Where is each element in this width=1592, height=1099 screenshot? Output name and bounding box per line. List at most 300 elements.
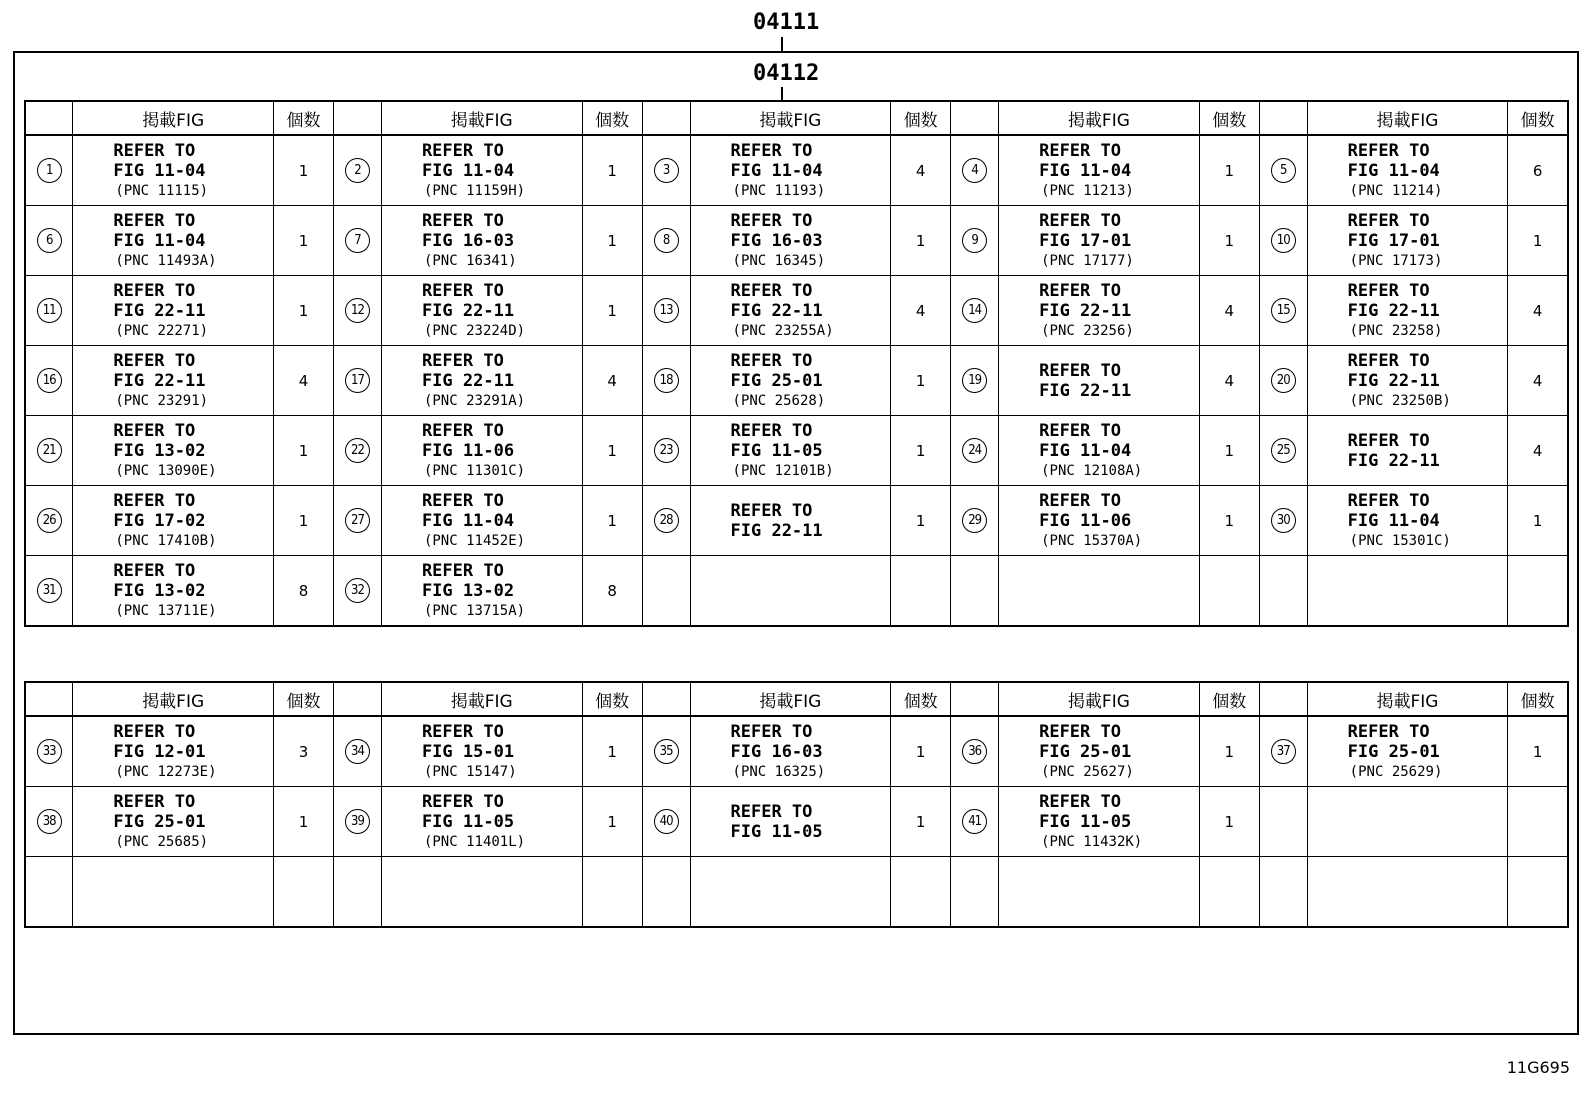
quantity-cell: 1 [1199, 416, 1259, 486]
callout-cell [951, 416, 999, 486]
fig-number: FIG 11-06 [1039, 510, 1132, 531]
header-qty: 個数 [1508, 101, 1568, 135]
header-fig: 掲載FIG [1307, 101, 1508, 135]
fig-reference-cell [381, 416, 582, 486]
quantity-cell: 4 [891, 276, 951, 346]
fig-reference-cell [690, 857, 891, 928]
fig-number: FIG 11-05 [421, 811, 515, 832]
fig-reference-cell [381, 556, 582, 627]
callout-cell [1259, 346, 1307, 416]
callout-number: 12 [345, 298, 370, 323]
callout-cell [642, 346, 690, 416]
header-fig: 掲載FIG [73, 682, 274, 716]
pnc-number: (PNC 16345) [732, 252, 826, 269]
quantity-cell: 1 [1508, 206, 1568, 276]
callout-cell [25, 787, 73, 857]
table-row [25, 556, 1568, 627]
header-qty: 個数 [1508, 682, 1568, 716]
fig-number: FIG 15-01 [421, 741, 515, 762]
fig-reference-cell [73, 787, 274, 857]
fig-number: FIG 25-01 [730, 370, 823, 391]
fig-number: FIG 17-01 [1039, 230, 1132, 251]
header-qty: 個数 [274, 682, 334, 716]
callout-cell [334, 857, 382, 928]
header-blank [334, 682, 382, 716]
callout-number: 32 [345, 578, 370, 603]
fig-reference-cell [999, 135, 1200, 206]
callout-cell [951, 135, 999, 206]
table-row [25, 716, 1568, 787]
refer-to-text: REFER TO [113, 721, 196, 742]
refer-to-text: REFER TO [1347, 430, 1430, 451]
fig-reference-cell [690, 556, 891, 627]
callout-cell [642, 416, 690, 486]
pnc-number: (PNC 12273E) [115, 763, 217, 780]
fig-reference-cell [690, 486, 891, 556]
pnc-number: (PNC 25628) [732, 392, 826, 409]
quantity-cell: 8 [274, 556, 334, 627]
callout-cell [642, 857, 690, 928]
refer-to-text: REFER TO [421, 350, 504, 371]
callout-cell [334, 135, 382, 206]
quantity-cell: 1 [1199, 716, 1259, 787]
callout-cell [1259, 556, 1307, 627]
pnc-number: (PNC 15370A) [1041, 532, 1143, 549]
callout-cell [642, 206, 690, 276]
refer-to-text: REFER TO [1039, 490, 1121, 511]
refer-to-text: REFER TO [113, 280, 196, 301]
fig-number: FIG 25-01 [113, 811, 206, 832]
fig-reference-cell [690, 787, 891, 857]
quantity-cell: 1 [274, 787, 334, 857]
callout-cell [951, 556, 999, 627]
fig-reference-cell [381, 276, 582, 346]
fig-number: FIG 11-05 [1039, 811, 1132, 832]
fig-reference-cell [690, 346, 891, 416]
callout-cell [1259, 206, 1307, 276]
pnc-number: (PNC 25685) [115, 833, 209, 850]
table-row [25, 857, 1568, 928]
pnc-number: (PNC 16341) [423, 252, 517, 269]
refer-to-text: REFER TO [1347, 350, 1430, 371]
pnc-number: (PNC 13090E) [115, 462, 217, 479]
callout-cell [951, 857, 999, 928]
fig-reference-cell [73, 486, 274, 556]
quantity-cell: 4 [1508, 416, 1568, 486]
fig-reference-cell [73, 416, 274, 486]
callout-number: 33 [37, 739, 62, 764]
quantity-cell: 4 [891, 135, 951, 206]
callout-number: 39 [345, 809, 370, 834]
callout-cell [1259, 857, 1307, 928]
pnc-number: (PNC 11301C) [423, 462, 526, 479]
refer-to-text: REFER TO [421, 280, 504, 301]
fig-number: FIG 22-11 [113, 300, 206, 321]
header-qty: 個数 [582, 682, 642, 716]
callout-number: 14 [962, 298, 987, 323]
fig-number: FIG 13-02 [421, 580, 515, 601]
callout-number: 34 [345, 739, 370, 764]
callout-number: 16 [37, 368, 62, 393]
callout-cell [951, 486, 999, 556]
callout-number: 3 [654, 158, 679, 183]
refer-to-text: REFER TO [421, 791, 504, 812]
callout-number: 25 [1271, 438, 1296, 463]
fig-number: FIG 22-11 [1347, 450, 1440, 471]
callout-cell [334, 787, 382, 857]
fig-reference-cell [999, 716, 1200, 787]
fig-reference-cell [381, 135, 582, 206]
callout-cell [1259, 135, 1307, 206]
fig-reference-cell [73, 346, 274, 416]
callout-cell [951, 787, 999, 857]
callout-number: 11 [37, 298, 62, 323]
refer-to-text: REFER TO [113, 140, 196, 161]
fig-reference-cell [1307, 346, 1508, 416]
pnc-number: (PNC 11193) [732, 182, 826, 199]
quantity-cell: 1 [274, 135, 334, 206]
header-fig: 掲載FIG [999, 101, 1200, 135]
callout-number: 10 [1271, 228, 1296, 253]
callout-cell [334, 716, 382, 787]
pnc-number: (PNC 22271) [115, 322, 209, 339]
header-blank [25, 101, 73, 135]
quantity-cell: 8 [582, 556, 642, 627]
callout-cell [1259, 787, 1307, 857]
refer-to-text: REFER TO [1347, 280, 1430, 301]
quantity-cell: 1 [1199, 787, 1259, 857]
fig-number: FIG 22-11 [421, 370, 515, 391]
header-fig: 掲載FIG [690, 682, 891, 716]
header-qty: 個数 [1199, 682, 1259, 716]
callout-cell [951, 206, 999, 276]
callout-number: 36 [962, 739, 987, 764]
refer-to-text: REFER TO [421, 560, 504, 581]
callout-number: 26 [37, 508, 62, 533]
callout-cell [642, 716, 690, 787]
callout-number: 13 [654, 298, 679, 323]
callout-number: 18 [654, 368, 679, 393]
header-blank [951, 682, 999, 716]
quantity-cell: 4 [1199, 346, 1259, 416]
callout-number: 7 [345, 228, 370, 253]
quantity-cell: 1 [582, 716, 642, 787]
fig-number: FIG 22-11 [1039, 300, 1132, 321]
callout-number: 2 [345, 158, 370, 183]
callout-number: 40 [654, 809, 679, 834]
pnc-number: (PNC 23224D) [423, 322, 526, 339]
quantity-cell [1508, 857, 1568, 928]
fig-number: FIG 17-01 [1347, 230, 1440, 251]
refer-to-text: REFER TO [1039, 360, 1121, 381]
callout-number: 20 [1271, 368, 1296, 393]
quantity-cell: 1 [891, 416, 951, 486]
refer-to-text: REFER TO [1039, 721, 1121, 742]
callout-cell [25, 416, 73, 486]
header-row [25, 682, 1568, 716]
callout-number: 17 [345, 368, 370, 393]
fig-reference-cell [1307, 416, 1508, 486]
pnc-number: (PNC 15147) [423, 763, 517, 780]
callout-cell [25, 346, 73, 416]
callout-number: 9 [962, 228, 987, 253]
callout-cell [334, 556, 382, 627]
header-fig: 掲載FIG [1307, 682, 1508, 716]
callout-cell [642, 486, 690, 556]
quantity-cell: 4 [582, 346, 642, 416]
pnc-number: (PNC 12108A) [1041, 462, 1143, 479]
table-row [25, 135, 1568, 206]
fig-reference-cell [1307, 206, 1508, 276]
fig-number: FIG 11-04 [1039, 160, 1132, 181]
pnc-number: (PNC 25629) [1349, 763, 1443, 780]
refer-to-text: REFER TO [113, 350, 196, 371]
callout-cell [334, 486, 382, 556]
callout-cell [334, 206, 382, 276]
callout-number: 35 [654, 739, 679, 764]
fig-number: FIG 11-04 [1347, 160, 1440, 181]
fig-number: FIG 11-05 [730, 821, 823, 842]
fig-number: FIG 22-11 [1039, 380, 1132, 401]
quantity-cell: 1 [891, 346, 951, 416]
callout-cell [25, 206, 73, 276]
pnc-number: (PNC 13711E) [115, 602, 217, 619]
callout-number: 21 [37, 438, 62, 463]
refer-to-text: REFER TO [421, 210, 504, 231]
quantity-cell: 4 [1199, 276, 1259, 346]
pnc-number: (PNC 11493A) [115, 252, 217, 269]
pnc-number: (PNC 23258) [1349, 322, 1443, 339]
quantity-cell: 1 [891, 486, 951, 556]
callout-cell [1259, 716, 1307, 787]
header-blank [951, 101, 999, 135]
header-blank [1259, 682, 1307, 716]
parts-table-1 [24, 100, 1569, 627]
quantity-cell [1508, 787, 1568, 857]
callout-number: 19 [962, 368, 987, 393]
callout-number: 4 [962, 158, 987, 183]
quantity-cell [1508, 556, 1568, 627]
callout-number: 27 [345, 508, 370, 533]
fig-number: FIG 13-02 [113, 580, 206, 601]
fig-reference-cell [73, 276, 274, 346]
pnc-number: (PNC 11214) [1349, 182, 1443, 199]
refer-to-text: REFER TO [730, 721, 813, 742]
quantity-cell: 1 [1199, 206, 1259, 276]
fig-reference-cell [381, 787, 582, 857]
quantity-cell: 6 [1508, 135, 1568, 206]
refer-to-text: REFER TO [730, 420, 813, 441]
header-blank [642, 101, 690, 135]
refer-to-text: REFER TO [730, 140, 813, 161]
fig-number: FIG 22-11 [1347, 300, 1440, 321]
pnc-number: (PNC 25627) [1041, 763, 1134, 780]
callout-number: 22 [345, 438, 370, 463]
refer-to-text: REFER TO [421, 140, 504, 161]
table-row [25, 787, 1568, 857]
refer-to-text: REFER TO [1347, 721, 1430, 742]
fig-reference-cell [999, 556, 1200, 627]
fig-reference-cell [999, 416, 1200, 486]
refer-to-text: REFER TO [1347, 490, 1430, 511]
fig-number: FIG 11-04 [421, 160, 515, 181]
callout-cell [25, 135, 73, 206]
header-qty: 個数 [1199, 101, 1259, 135]
callout-number: 6 [37, 228, 62, 253]
callout-cell [334, 416, 382, 486]
quantity-cell: 1 [274, 206, 334, 276]
callout-cell [1259, 416, 1307, 486]
quantity-cell: 1 [582, 276, 642, 346]
subassembly-label: 04112 [753, 61, 820, 86]
header-fig: 掲載FIG [999, 682, 1200, 716]
fig-reference-cell [999, 276, 1200, 346]
callout-cell [642, 787, 690, 857]
pnc-number: (PNC 12101B) [732, 462, 834, 479]
callout-number: 8 [654, 228, 679, 253]
fig-reference-cell [1307, 276, 1508, 346]
quantity-cell: 1 [274, 416, 334, 486]
pnc-number: (PNC 11213) [1041, 182, 1134, 199]
refer-to-text: REFER TO [1039, 280, 1121, 301]
header-fig: 掲載FIG [381, 101, 582, 135]
callout-number: 5 [1271, 158, 1296, 183]
quantity-cell: 1 [1199, 486, 1259, 556]
pnc-number: (PNC 23291A) [423, 392, 526, 409]
refer-to-text: REFER TO [730, 210, 813, 231]
quantity-cell: 1 [582, 206, 642, 276]
header-qty: 個数 [891, 682, 951, 716]
callout-number: 29 [962, 508, 987, 533]
quantity-cell [1199, 556, 1259, 627]
refer-to-text: REFER TO [113, 560, 196, 581]
fig-reference-cell [1307, 556, 1508, 627]
callout-cell [951, 276, 999, 346]
callout-cell [642, 556, 690, 627]
callout-cell [334, 276, 382, 346]
header-fig: 掲載FIG [381, 682, 582, 716]
pnc-number: (PNC 13715A) [423, 602, 526, 619]
refer-to-text: REFER TO [113, 420, 196, 441]
quantity-cell [891, 857, 951, 928]
pnc-number: (PNC 23255A) [732, 322, 834, 339]
callout-cell [25, 276, 73, 346]
fig-reference-cell [73, 857, 274, 928]
pnc-number: (PNC 11159H) [423, 182, 526, 199]
pnc-number: (PNC 11115) [115, 182, 209, 199]
quantity-cell [274, 857, 334, 928]
quantity-cell: 4 [1508, 346, 1568, 416]
callout-cell [25, 486, 73, 556]
callout-number: 15 [1271, 298, 1296, 323]
callout-number: 23 [654, 438, 679, 463]
quantity-cell: 1 [274, 276, 334, 346]
callout-cell [25, 556, 73, 627]
refer-to-text: REFER TO [730, 500, 813, 521]
fig-reference-cell [690, 276, 891, 346]
callout-cell [25, 857, 73, 928]
fig-number: FIG 16-03 [730, 230, 823, 251]
quantity-cell: 1 [891, 787, 951, 857]
refer-to-text: REFER TO [1039, 791, 1121, 812]
header-blank [334, 101, 382, 135]
fig-reference-cell [73, 556, 274, 627]
pnc-number: (PNC 23291) [115, 392, 209, 409]
pnc-number: (PNC 17173) [1349, 252, 1443, 269]
fig-reference-cell [1307, 787, 1508, 857]
table-row [25, 416, 1568, 486]
callout-number: 41 [962, 809, 987, 834]
quantity-cell: 1 [582, 416, 642, 486]
refer-to-text: REFER TO [730, 350, 813, 371]
fig-reference-cell [999, 857, 1200, 928]
callout-cell [25, 716, 73, 787]
refer-to-text: REFER TO [421, 420, 504, 441]
header-qty: 個数 [274, 101, 334, 135]
pnc-number: (PNC 23256) [1041, 322, 1134, 339]
assembly-label: 04111 [753, 10, 820, 35]
fig-number: FIG 11-04 [1347, 510, 1440, 531]
fig-reference-cell [73, 135, 274, 206]
table-row [25, 346, 1568, 416]
header-fig: 掲載FIG [73, 101, 274, 135]
refer-to-text: REFER TO [1347, 210, 1430, 231]
fig-number: FIG 12-01 [113, 741, 206, 762]
quantity-cell: 4 [1508, 276, 1568, 346]
fig-number: FIG 11-04 [113, 160, 206, 181]
callout-number: 38 [37, 809, 62, 834]
pnc-number: (PNC 15301C) [1349, 532, 1451, 549]
assembly-leader [781, 37, 783, 51]
fig-reference-cell [1307, 716, 1508, 787]
callout-cell [1259, 486, 1307, 556]
quantity-cell [582, 857, 642, 928]
fig-number: FIG 25-01 [1347, 741, 1440, 762]
quantity-cell: 3 [274, 716, 334, 787]
callout-cell [334, 346, 382, 416]
pnc-number: (PNC 17177) [1041, 252, 1134, 269]
quantity-cell: 1 [1508, 486, 1568, 556]
pnc-number: (PNC 11432K) [1041, 833, 1143, 850]
quantity-cell: 1 [582, 135, 642, 206]
fig-number: FIG 11-04 [421, 510, 515, 531]
fig-reference-cell [999, 486, 1200, 556]
fig-reference-cell [1307, 135, 1508, 206]
fig-reference-cell [690, 135, 891, 206]
header-blank [1259, 101, 1307, 135]
refer-to-text: REFER TO [730, 801, 813, 822]
quantity-cell: 1 [582, 787, 642, 857]
fig-reference-cell [381, 716, 582, 787]
figure-code: 11G695 [1506, 1058, 1570, 1077]
callout-cell [642, 276, 690, 346]
fig-number: FIG 22-11 [1347, 370, 1440, 391]
fig-number: FIG 11-04 [1039, 440, 1132, 461]
pnc-number: (PNC 11452E) [423, 532, 526, 549]
fig-reference-cell [381, 857, 582, 928]
callout-number: 28 [654, 508, 679, 533]
callout-number: 30 [1271, 508, 1296, 533]
fig-reference-cell [999, 346, 1200, 416]
pnc-number: (PNC 17410B) [115, 532, 217, 549]
header-blank [25, 682, 73, 716]
callout-cell [642, 135, 690, 206]
fig-reference-cell [690, 716, 891, 787]
refer-to-text: REFER TO [1039, 140, 1121, 161]
fig-number: FIG 11-05 [730, 440, 823, 461]
refer-to-text: REFER TO [113, 791, 196, 812]
fig-number: FIG 11-06 [421, 440, 515, 461]
